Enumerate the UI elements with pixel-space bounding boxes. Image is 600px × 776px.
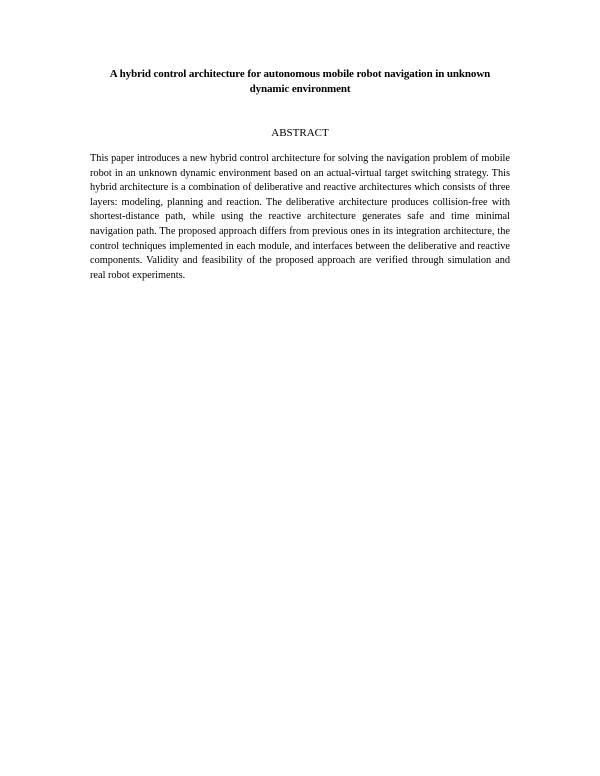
abstract-text: This paper introduces a new hybrid control architecture for solving the navigation problem of mobile robot in an unknown dynamic environment based on an actual-virtual target switching strategy. This hybrid architecture is a combination of deliberative and reactive architectures which consists of three layers: modeling, planning and reaction. The deliberative architecture produces collision-free with shortest-distance path, while using the reactive architecture generates safe and time minimal navigation path. The proposed approach differs from previous ones in its integration architecture, the control techniques implemented in each module, and interfaces between the deliberative and reactive components. Validity and feasibility of the proposed approach are verified through simulation and real robot experiments. xyxy=(90,153,510,281)
abstract-heading: ABSTRACT xyxy=(271,127,329,139)
paper-title: A hybrid control architecture for autonomous mobile robot navigation in unknown dynamic environment xyxy=(109,68,491,95)
